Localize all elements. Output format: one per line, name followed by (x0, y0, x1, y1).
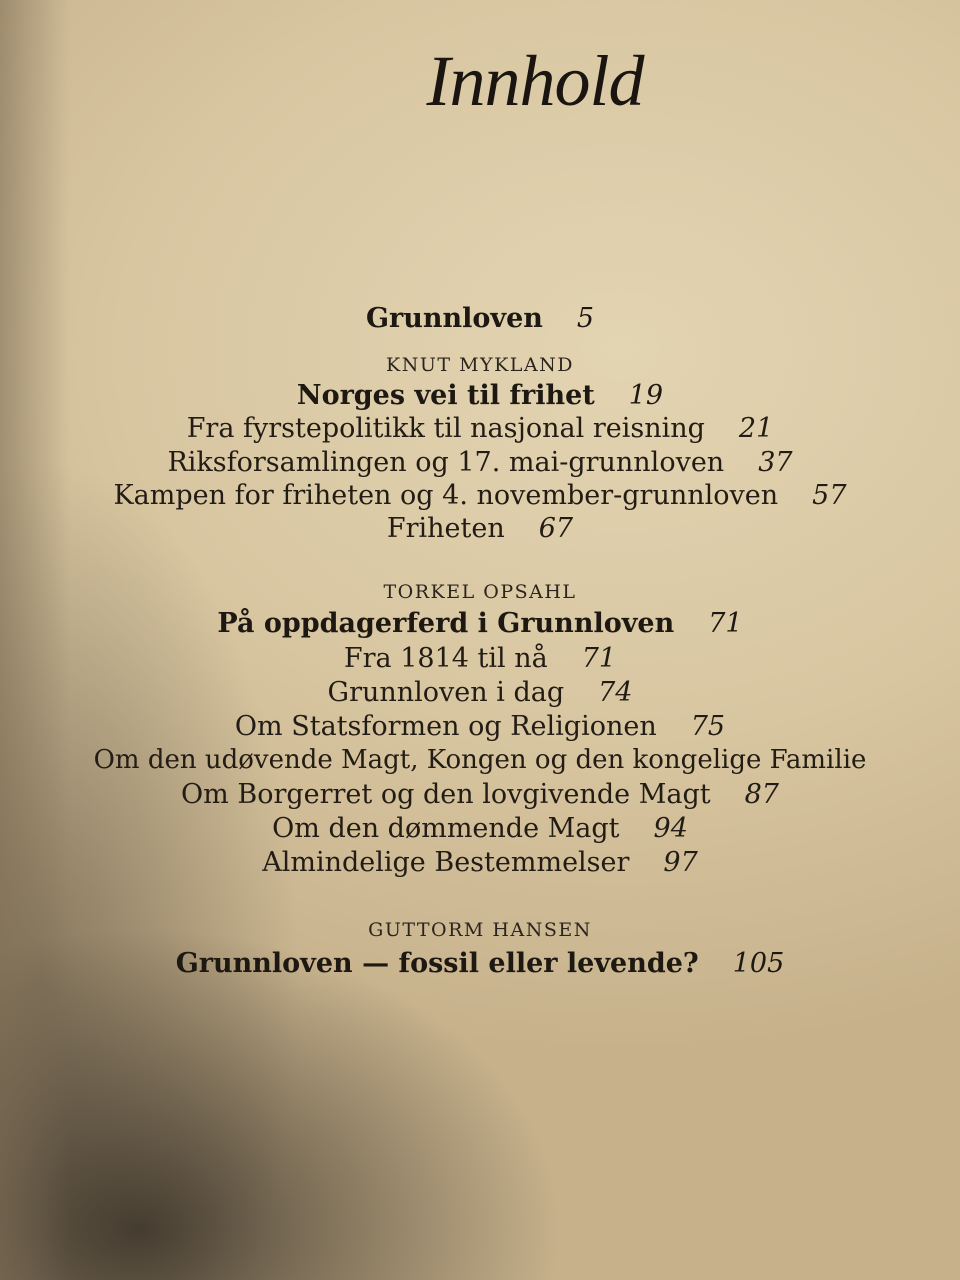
toc-chapter-page: 57 (812, 480, 847, 511)
toc-chapter-title: Om den dømmende Magt (272, 813, 620, 844)
toc-chapter-title: Om den udøvende Magt, Kongen og den kongelige Familie (93, 745, 867, 775)
toc-entry-page: 5 (576, 303, 595, 334)
toc-chapter-title: Om Statsformen og Religionen (234, 711, 657, 742)
toc-chapter-title: Friheten (386, 513, 505, 544)
toc-chapter-page: 75 (690, 711, 726, 742)
toc-chapter-page: 97 (663, 847, 698, 878)
toc-chapter-title: Fra 1814 til nå (343, 643, 548, 674)
toc-chapter-title: Kampen for friheten og 4. november-grunnloven (113, 480, 779, 511)
toc-entry-norges-vei (0, 380, 960, 411)
toc-entry-page: 19 (628, 380, 664, 411)
toc-chapter-page: 37 (758, 447, 793, 478)
toc-entry-oppdagerferd (0, 608, 960, 639)
toc-chapter-title: Fra fyrstepolitikk til nasjonal reisning (186, 413, 705, 444)
toc-chapter-page: 87 (744, 779, 779, 810)
toc-chapter-title: Almindelige Bestemmelser (262, 847, 630, 878)
toc-chapter (0, 677, 960, 708)
toc-entry-fossil-eller-levende (0, 948, 960, 979)
toc-chapter (0, 480, 960, 511)
toc-chapter-page: 74 (598, 677, 633, 708)
toc-chapter-title: Grunnloven i dag (327, 677, 565, 708)
page-title: Innhold (426, 41, 644, 121)
author-torkel-opsahl: TORKEL OPSAHL (383, 581, 577, 603)
toc-chapter (0, 513, 960, 544)
toc-chapter-title: Riksforsamlingen og 17. mai-grunnloven (167, 447, 725, 478)
toc-chapter (0, 779, 960, 810)
author-knut-mykland: KNUT MYKLAND (386, 354, 574, 376)
toc-chapter-page: 21 (738, 413, 774, 444)
toc-chapter (0, 813, 960, 844)
toc-chapter (0, 745, 960, 775)
toc-chapter (0, 447, 960, 478)
toc-chapter (0, 413, 960, 444)
toc-chapter (0, 711, 960, 742)
toc-entry-grunnloven (0, 303, 960, 334)
author-guttorm-hansen: GUTTORM HANSEN (368, 919, 592, 941)
toc-chapter (0, 847, 960, 878)
toc-chapter-page: 71 (581, 643, 617, 674)
toc-chapter-page: 67 (538, 513, 574, 544)
toc-entry-title: På oppdagerferd i Grunnloven (217, 608, 675, 639)
toc-entry-page: 105 (732, 948, 785, 979)
toc-entry-title: Grunnloven (365, 303, 543, 334)
toc-entry-title: Grunnloven — fossil eller levende? (175, 948, 699, 979)
toc-entry-page: 71 (708, 608, 743, 639)
toc-chapter-title: Om Borgerret og den lovgivende Magt (181, 779, 711, 810)
toc-chapter (0, 643, 960, 674)
toc-chapter-page: 94 (653, 813, 688, 844)
toc-entry-title: Norges vei til frihet (296, 380, 595, 411)
